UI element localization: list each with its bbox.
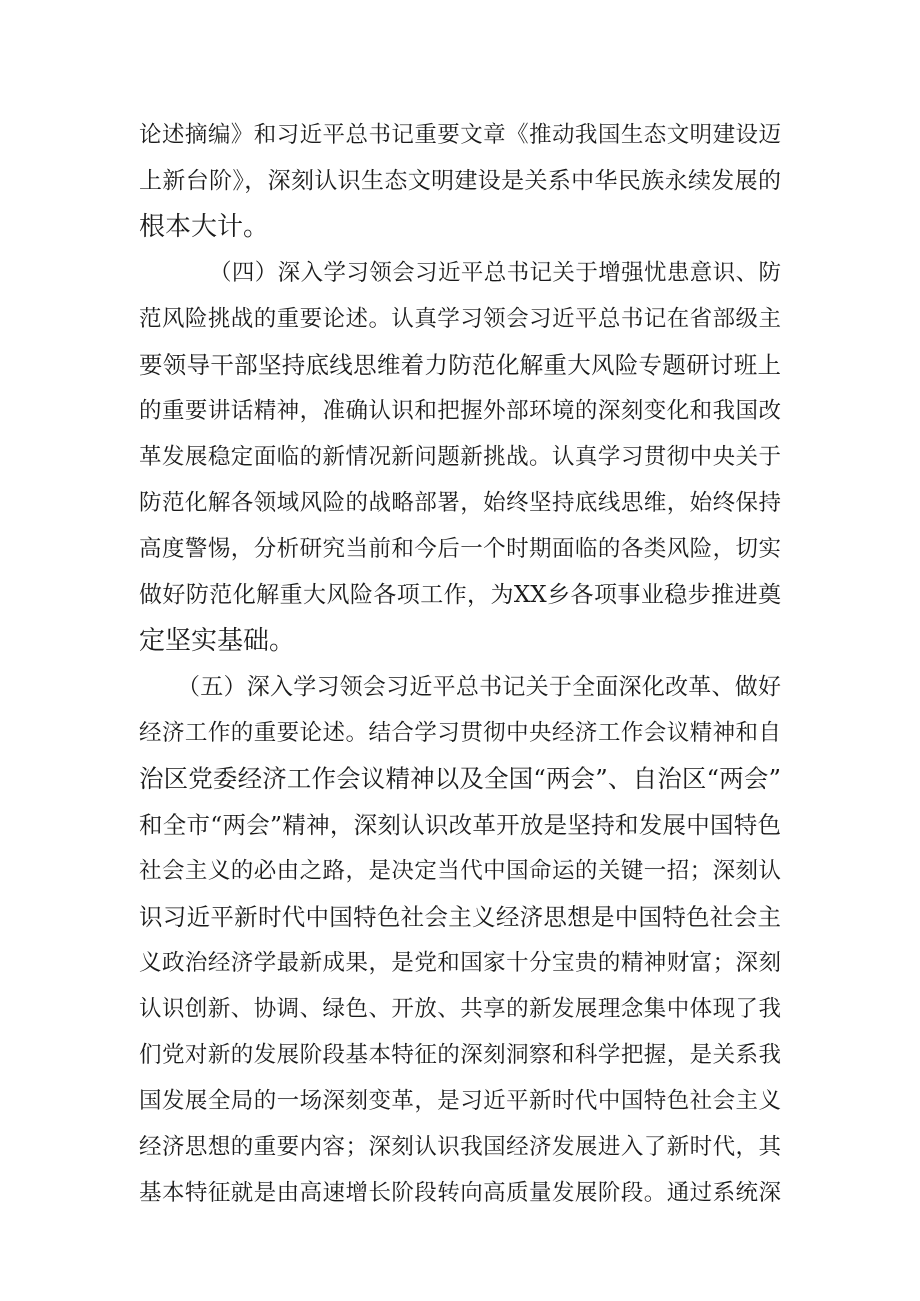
- text-line: 经济工作的重要论述。结合学习贯彻中央经济工作会议精神和自: [139, 720, 781, 746]
- text-line: 防范化解各领域风险的战略部署，始终坚持底线思维，始终保持: [139, 490, 781, 516]
- text-line: 做好防范化解重大风险各项工作，为XX乡各项事业稳步推进奠: [139, 582, 781, 608]
- text-line: 定坚实基础。: [139, 626, 296, 656]
- section-heading-line: （四）深入学习领会习近平总书记关于增强忧患意识、防: [209, 260, 781, 286]
- text-line: 上新台阶》，深刻认识生态文明建设是关系中华民族永续发展的: [139, 168, 781, 194]
- text-line: 治区党委经济工作会议精神以及全国“两会”、自治区“两会”: [139, 764, 781, 793]
- text-line: 论述摘编》和习近平总书记重要文章《推动我国生态文明建设迈: [139, 122, 781, 148]
- text-line: 们党对新的发展阶段基本特征的深刻洞察和科学把握，是关系我: [139, 1042, 781, 1068]
- text-line: 革发展稳定面临的新情况新问题新挑战。认真学习贯彻中央关于: [139, 444, 781, 470]
- text-line: 要领导干部坚持底线思维着力防范化解重大风险专题研讨班上: [139, 351, 781, 379]
- text-line: 认识创新、协调、绿色、开放、共享的新发展理念集中体现了我: [139, 996, 781, 1022]
- text-line: 国发展全局的一场深刻变革，是习近平新时代中国特色社会主义: [139, 1088, 781, 1114]
- text-line: 和全市“两会”精神，深刻认识改革开放是坚持和发展中国特色: [139, 811, 781, 839]
- text-line: 经济思想的重要内容；深刻认识我国经济发展进入了新时代，其: [139, 1134, 781, 1160]
- text-line: 的重要讲话精神，准确认识和把握外部环境的深刻变化和我国改: [139, 398, 781, 424]
- section-heading-line: （五）深入学习领会习近平总书记关于全面深化改革、做好: [177, 674, 781, 700]
- text-line: 识习近平新时代中国特色社会主义经济思想是中国特色社会主: [139, 903, 781, 931]
- text-line: 社会主义的必由之路，是决定当代中国命运的关键一招；深刻认: [139, 858, 781, 884]
- text-line: 高度警惕，分析研究当前和今后一个时期面临的各类风险，切实: [139, 536, 781, 562]
- text-line: 义政治经济学最新成果，是党和国家十分宝贵的精神财富；深刻: [139, 950, 781, 976]
- text-line: 基本特征就是由高速增长阶段转向高质量发展阶段。通过系统深: [139, 1180, 781, 1206]
- text-line: 范风险挑战的重要论述。认真学习领会习近平总书记在省部级主: [139, 306, 781, 332]
- text-line: 根本大计。: [139, 212, 270, 242]
